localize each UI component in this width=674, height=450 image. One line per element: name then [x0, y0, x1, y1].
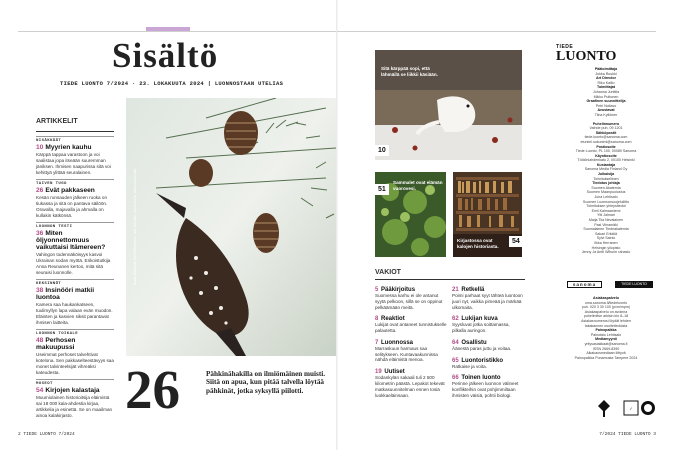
stoat-photo [375, 50, 522, 160]
vakiot-column-2 [452, 287, 524, 405]
article-title: Kirjojen kalastaja [45, 386, 100, 394]
customer-service-info [556, 296, 656, 360]
colophon-name: Asiakaspalvelu on avoinna [584, 309, 628, 314]
svg-text:✓: ✓ [629, 406, 633, 411]
colophon-name: Ilkka Herranen [594, 240, 618, 245]
feature-description: Lukijat ovat antaneet tunnistukselle palautetta. [375, 322, 447, 334]
colophon-name: Suomalainen Tiedeakatemia [583, 227, 629, 232]
feature-page-number: 8 [375, 316, 379, 323]
colophon-role: Käyntiosoite [595, 153, 617, 158]
article-category: MUSEOT [36, 379, 114, 386]
article-category: TAIVEN TUGO [36, 179, 114, 186]
feature-page-number: 7 [375, 339, 379, 346]
feature-title: Uutiset [384, 369, 405, 376]
regular-feature-entry[interactable] [375, 316, 447, 334]
article-category: LUONNON TESTI [36, 222, 114, 229]
article-description: Vahingon todennäköisyys kasvoi Ukrainan sodan myötä. Erikoistutkija Anna Reunanen kertoo, mitä sitä seuraisi luonnolle. [36, 252, 111, 275]
colophon-name: puhelimitse arkisin klo 8–18 [583, 314, 629, 319]
publisher-logos [567, 280, 657, 290]
colophon-name: Jenny Ja Antti Wihurin rahasto [581, 250, 631, 255]
article-heading [36, 337, 114, 352]
moss-page-badge: 51 [375, 184, 389, 195]
regular-feature-entry[interactable] [375, 287, 447, 310]
article-category: LUONNON TOIKALE [36, 329, 114, 336]
heading-rule [36, 131, 114, 132]
feature-title: Luontoristikko [461, 357, 504, 364]
articles-column [36, 118, 114, 422]
feature-page-number: 66 [452, 375, 459, 382]
magazine-logo [556, 44, 656, 64]
colophon-role: Julkaisija [597, 172, 615, 177]
colophon-name: Suomen Luonnonsuojeluliitto [582, 199, 630, 204]
vakiot-heading: VAKIOT [375, 269, 401, 276]
feature-page-number: 65 [452, 357, 459, 364]
colophon-name: Toimituksen yhteystiedot [586, 204, 626, 209]
regular-feature-entry[interactable] [452, 340, 524, 352]
article-heading [36, 187, 114, 194]
colophon-name: takakannen osoitetiedoista [584, 323, 628, 328]
colophon-name: Aikakausmediaan liittyvä [586, 351, 626, 356]
colophon-role: Toimittajat [597, 85, 615, 90]
feature-caption: Pähkinähakilla on ilmiömäinen muisti. Siitä on apua, kun pitää talvella löytää pähkinät, jotka syksyllä piilotti. [206, 370, 326, 395]
feature-title: Luonnossa [381, 339, 414, 346]
colophon-name: Tiede Luonto, PL 100, 00089 Sanoma [575, 149, 637, 154]
colophon-role: Painopaikka [595, 328, 617, 333]
feature-page-number: 21 [452, 287, 459, 293]
colophon-name: Painopaikka Punamusta Tampere 2024 [574, 355, 638, 360]
colophon [556, 44, 656, 255]
colophon-name: Painotalo Lehtisalo [590, 332, 622, 337]
article-category: KEKSINNÖT [36, 279, 114, 286]
library-photo [453, 172, 522, 257]
colophon-credits [556, 67, 656, 255]
secondary-logo: TIEDE LUONTO [615, 281, 653, 288]
colophon-name: Vaihde puh. 09 1201 [589, 126, 623, 131]
article-page-number: 48 [36, 336, 44, 344]
articles-list [36, 136, 114, 419]
colophon-role: Päätoimittaja [594, 67, 618, 71]
colophon-name: Juha Lehtisalo [594, 195, 618, 200]
feature-description: Marraskuun harmaus saa selitykseen. Kuntavaakunnissa nähdä eläimistä menoa. [375, 345, 438, 363]
key-flag-icon [598, 400, 610, 417]
article-heading [36, 287, 114, 302]
colophon-role: Sähköpostit [595, 130, 617, 135]
feature-title: Toinen luonto [461, 375, 501, 382]
colophon-role: Tiedotus johtaja [592, 181, 620, 186]
feature-title: Reaktiot [381, 316, 405, 323]
article-description: Kesän runsauden jälkeen ruoka on tiukassa ja sitä on pantava säilöön. Oravalla, majavalla ja ahmalla on kullakin kätkönsä. [36, 195, 108, 218]
article-title: Myyrien kauhu [45, 144, 92, 151]
article-description: Useimmat perhoset talvehtivat kotelona. Sen pakkaselteestävyys saa monet talvinteelsijät vihreäksi kateudesta. [36, 352, 114, 375]
article-entry[interactable] [36, 179, 114, 219]
footer-folio-left: 2 TIEDE LUONTO 7/2024 [18, 432, 75, 437]
colophon-role: Asiakaspalvelu [593, 296, 619, 300]
colophon-name: Petri Noitavo [595, 103, 617, 108]
colophon-name: Helsingin yliopisto [591, 245, 621, 250]
article-title: Evät pakkaseen [45, 186, 95, 194]
colophon-name: Sakari Erkkilä [595, 231, 617, 236]
article-page-number: 26 [36, 186, 44, 194]
article-title: Insinööri matkii luontoa [36, 286, 95, 301]
colophon-name: Jukka Ruukki [595, 71, 617, 76]
colophon-role: Puhelinnumero [592, 121, 620, 126]
colophon-role: Mediamyynti [595, 337, 617, 342]
colophon-name: Asiakasnumerosi löydät lehden [581, 318, 631, 323]
colophon-name: etunimi.sukunimi@sanoma.com [580, 139, 632, 144]
colophon-name: Ytti Jalmari [597, 213, 615, 218]
page-title: Sisältö [112, 36, 219, 75]
colophon-name: Suomen Akatemia [591, 185, 621, 190]
article-description: Kamera saa haukankatseen, tuulimyllyn lapa valaan evän muodon. Eläinten ja kasvien siksit parantavat ihmisen laitteita. [36, 302, 113, 325]
colophon-name: Mikko Puttonen [593, 94, 619, 99]
feature-description: Perinne jälkeen luonnon välineet konflikteihin ovat pohjimmiltaan ihmisten väisiä, pohtii biologi. [452, 381, 519, 399]
regular-feature-entry[interactable] [375, 340, 447, 363]
colophon-name: puh. 020 3 30 100 (pvm/mpm) [581, 305, 631, 310]
certification-icons [596, 398, 656, 418]
regular-feature-entry[interactable] [452, 287, 524, 310]
feature-page-number: 64 [452, 339, 459, 346]
colophon-role: Art Director [596, 76, 616, 81]
nutcracker-photo [126, 98, 336, 356]
feature-description: Suomessa karhu ei ole antanut syytä pelkoon, sillä se on oppinut pelkäämään meitä. [375, 293, 443, 310]
top-rule-right [337, 31, 656, 32]
colophon-name: Sanoma Media Finland Oy [584, 167, 628, 172]
dateline: TIEDE LUONTO 7/2024 · 23. LOKAKUUTA 2024 | LUONNOSTAAN UTELIAS [60, 80, 284, 87]
feature-page-number: 26 [125, 359, 180, 420]
colophon-name: Pasi Viinamäki [594, 222, 618, 227]
colophon-role: Postiosoite [596, 144, 616, 149]
colophon-name: Maija Tiia Nevalainen [588, 218, 624, 222]
ecolabel-icon [624, 401, 638, 415]
article-page-number: 10 [36, 144, 44, 151]
article-entry[interactable] [36, 222, 114, 276]
article-entry[interactable] [36, 329, 114, 376]
vakiot-column-1 [375, 287, 447, 404]
article-category: NISÄKKÄÄT [36, 136, 114, 143]
article-description: Muumiolainen historioitsija eläimistä sai 18 000 kala-ahdestia kirjaa, artikkelia ja esinettä. Se on maailman ainoa kalakirjasto. [36, 395, 113, 418]
feature-description: Poimi parhaat syyt tähteä luontoon juuri nyt, vaikka pimeää ja märkää ulkomaita. [452, 293, 523, 310]
article-entry[interactable] [36, 136, 114, 176]
article-heading [36, 387, 114, 394]
colophon-name: Emil Kalmaaniemi [591, 208, 621, 213]
feature-page-number: 62 [452, 316, 459, 323]
feature-page-number: 19 [375, 369, 382, 376]
feature-description: Ratkaise ja voita. [452, 363, 487, 369]
colophon-name: tiede.luonto@sanoma.com [584, 135, 628, 140]
feature-title: Lukijan kuva [461, 316, 498, 323]
logo-luonto: LUONTO [556, 49, 617, 64]
feature-page-number: 5 [375, 287, 379, 293]
regular-feature-entry[interactable] [452, 316, 524, 334]
regular-feature-entry[interactable] [452, 358, 524, 370]
footer-folio-right: 7/2024 TIEDE LUONTO 3 [599, 432, 656, 437]
article-description: Kärppä tappaa varastoon ja voi saalistaa jopa itseään suuremman jäniksen. Ihmisen naapurissa sitä voi kehittyä ylittää seuralainen. [36, 152, 111, 175]
colophon-name: ISSN 2669-8390 [592, 346, 620, 351]
colophon-name: Töölönlahdenkatu 2, 00100 Helsinki [577, 158, 635, 163]
stoat-caption: Sitä kärppää sopi, että lähmäilä se liikkii käsiään. [381, 66, 438, 77]
certification-badges [596, 398, 656, 418]
colophon-name: Tiina Kyllönen [594, 112, 618, 117]
feature-title: Pääkirjoitus [381, 287, 416, 293]
photo-credit: Kuvat: Bildbyrån Kjell Robertsson, Ivan Holmäki, Jorma Luhta, Markku Luomala [133, 168, 137, 285]
article-title: Miten öljyonnettomuus vaikuttaisi Itämereen? [36, 229, 106, 251]
logo-tiede: TIEDE [556, 44, 574, 50]
articles-heading: ARTIKKELIT [36, 118, 78, 125]
colophon-role: Avustavat [597, 108, 615, 113]
article-heading [36, 230, 114, 252]
top-rule [18, 31, 336, 32]
library-page-badge: 54 [509, 236, 522, 247]
colophon-name: oma.sanoma.fi/tiedeluonto [584, 300, 628, 305]
colophon-name: Toimituksellinen [593, 176, 619, 181]
colophon-role: Graafinen suunnittelija [586, 99, 626, 104]
stoat-page-badge: 10 [375, 145, 389, 156]
colophon-name: Johanna Junttila [592, 89, 620, 94]
vakiot-rule [375, 279, 525, 280]
library-caption: Kirjastossa ovat kalojen historiasta. [457, 238, 499, 249]
nutcracker-bird-illustration [126, 98, 336, 356]
colophon-name: Suomen Maanpuolustus [586, 190, 626, 195]
article-page-number: 36 [36, 229, 44, 237]
article-entry[interactable] [36, 379, 114, 419]
moss-photo [375, 172, 446, 257]
swan-label-icon [641, 401, 655, 415]
colophon-name: yritysasiakkaat@sanoma.fi [584, 341, 628, 346]
article-page-number: 38 [36, 286, 44, 294]
article-page-number: 54 [36, 386, 44, 394]
colophon-role: Kustantaja [596, 162, 616, 167]
article-heading [36, 144, 114, 151]
feature-description: Syysluvat jotka soittamassa, pilkalla auringon. [452, 322, 510, 334]
moss-caption: Sammalet ovat elämän vuorovesi. [393, 180, 443, 191]
feature-description: Sodankylän sakaali tuli 2 500 kilometrin päästä. Lepakot tekevät matkasuunnitelman ennen tosiä luokkaeläinsaan. [375, 375, 445, 398]
colophon-name: Riku Kallio [597, 80, 615, 85]
sanoma-logo: sanoma [567, 281, 602, 288]
colophon-name: Sylvi Sainio [596, 236, 616, 241]
article-entry[interactable] [36, 279, 114, 326]
regular-feature-entry[interactable] [452, 375, 524, 398]
feature-description: Äänestä paras juttu ja voitaa. [452, 345, 512, 351]
feature-title: Retkellä [461, 287, 485, 293]
feature-title: Osallistu [461, 339, 487, 346]
article-title: Perhosen makuupussi [36, 336, 76, 351]
regular-feature-entry[interactable] [375, 369, 447, 398]
